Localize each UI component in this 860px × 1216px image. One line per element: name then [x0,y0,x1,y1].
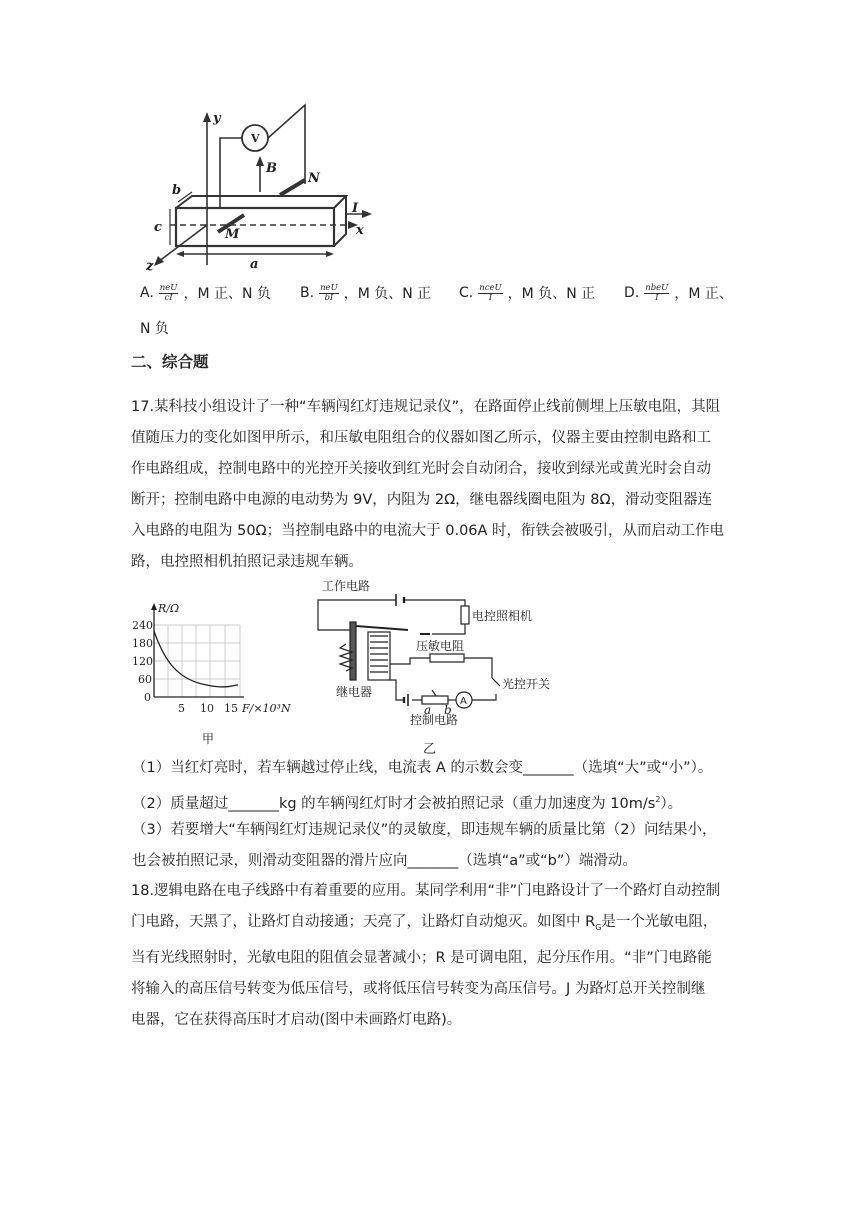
circuit-diagram [300,574,580,736]
fraction: $\frac{\text{nceU}}{I}$ [479,282,502,303]
resistance-force-graph [132,600,292,750]
x-tick: 5 [178,702,185,715]
circuit-caption: 乙 [423,742,437,757]
y-tick: 240 [132,619,153,632]
y-tick: 180 [132,637,153,650]
hall-effect-figure [140,100,380,275]
q17-line: 值随压力的变化如图甲所示，和压敏电阻组合的仪器如图乙所示，仪器主要由控制电路和工 [131,430,711,446]
option-label: B. [300,285,315,301]
option-label: A. [140,285,154,301]
voltmeter-label: V [251,132,260,145]
ammeter-label: A [460,696,467,707]
width-b-label: b [172,183,182,198]
option-a[interactable] [140,283,271,303]
work-circuit-label: 工作电路 [322,579,371,593]
q18-line: 将输入的高压信号转变为低压信号，或将低压信号转变为高压信号。J 为路灯总开关控制继 [131,980,706,997]
x-tick: 10 [200,702,214,715]
height-c-label: c [154,220,162,235]
z-axis-label: z [146,259,154,274]
graph-y-label: R/Ω [158,602,180,615]
fraction: $\frac{\text{nbeU}}{I}$ [645,282,669,303]
q17-sub3-line1: （3）若要增大“车辆闯红灯违规记录仪”的灵敏度，即违规车辆的质量比第（2）问结果小， [132,822,717,838]
x-tick: 15 [224,702,238,715]
fraction: $\frac{\text{neU}}{bI}$ [320,282,338,303]
plate-m-label: M [225,227,240,242]
option-d-continued: N 负 [140,321,169,337]
graph-caption: 甲 [202,732,215,746]
q17-line: 入电路的电阻为 50Ω；当控制电路中的电流大于 0.06A 时，衔铁会被吸引，从而启动工作电 [131,523,725,539]
q17-sub1: （1）当红灯亮时，若车辆越过停止线，电流表 A 的示数会变_______（选填“大”或“小”）。 [132,760,713,776]
option-label: C. [459,285,474,301]
option-d[interactable] [624,283,733,303]
option-c[interactable] [459,283,595,303]
q18-line: 门电路，天黑了，让路灯自动接通；天亮了，让路灯自动熄灭。如图中 $R_G$是一个光敏电阻， [131,914,718,932]
option-b[interactable] [300,283,431,303]
y-tick: 60 [138,673,152,686]
control-circuit-label: 控制电路 [410,713,459,727]
y-tick: 120 [132,655,153,668]
q17-line: 路，电控照相机拍照记录违规车辆。 [131,554,363,570]
relay-label: 继电器 [336,685,373,699]
section-title: 二、综合题 [131,353,209,371]
option-text: ，M 正、N 负 [183,286,271,302]
x-axis-label: x [356,223,364,238]
length-a-label: a [250,257,259,272]
current-label: I [352,201,359,216]
q18-line: 当有光线照射时，光敏电阻的阻值会显著减小；R 是可调电阻，起分压作用。“非”门电路能 [131,949,712,966]
question-18-text [131,876,731,1036]
plate-n-label: N [308,171,320,186]
slider-b-label: b [444,703,452,717]
option-label: D. [624,285,640,301]
question-17-text [131,392,731,578]
option-text: ，M 负、N 正 [507,286,596,302]
fraction: $\frac{\text{neU}}{cI}$ [159,282,178,303]
q18-line: 18.逻辑电路在电子线路中有着重要的应用。某同学利用“非”门电路设计了一个路灯自动控制 [131,883,721,899]
q17-line: 断开；控制电路中电源的电动势为 9V，内阻为 2Ω，继电器线圈电阻为 8Ω，滑动变阻器连 [131,492,713,508]
graph-x-label: F/×10³N [242,702,291,715]
option-text: ，M 负、N 正 [343,286,432,302]
pressure-resistor-label: 压敏电阻 [416,639,465,653]
q17-sub2: （2）质量超过_______kg 的车辆闯红灯时才会被拍照记录（重力加速度为 $10m/s^2$）。 [132,795,683,812]
option-text: ，M 正、 [674,286,733,302]
camera-label: 电控照相机 [472,609,533,623]
light-switch-label: 光控开关 [502,677,551,691]
y-axis-label: y [213,111,221,126]
q17-sub3-line2: 也会被拍照记录，则滑动变阻器的滑片应向_______（选填“a”或“b”）端滑动。 [132,853,637,869]
b-field-label: B [266,161,277,176]
slider-a-label: a [424,703,432,717]
q18-line: 电器，它在获得高压时才启动(图中未画路灯电路)。 [131,1011,462,1028]
q17-line: 17.某科技小组设计了一种“车辆闯红灯违规记录仪”，在路面停止线前侧埋上压敏电阻，其阻 [131,399,721,415]
y-tick: 0 [144,691,151,704]
q17-line: 作电路组成，控制电路中的光控开关接收到红光时会自动闭合，接收到绿光或黄光时会自动 [131,461,711,477]
